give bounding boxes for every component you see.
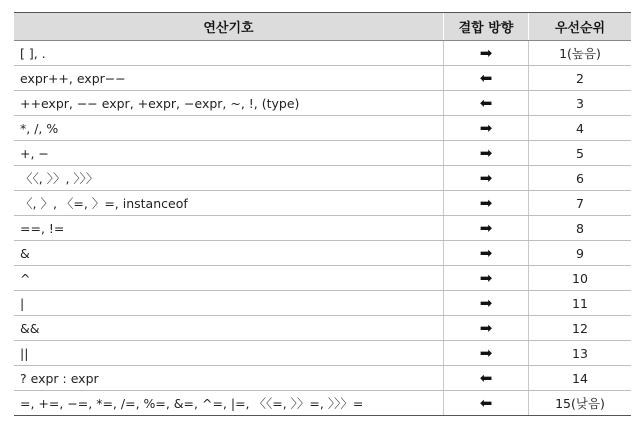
associativity-cell — [444, 116, 529, 141]
priority-cell: 3 — [529, 91, 632, 116]
table-row — [14, 116, 631, 141]
table-row — [14, 41, 631, 66]
associativity-cell — [444, 266, 529, 291]
operator-cell: ? expr : expr — [14, 366, 444, 391]
priority-cell: 12 — [529, 316, 632, 341]
associativity-cell — [444, 216, 529, 241]
table-row — [14, 91, 631, 116]
operator-cell: ++expr, −− expr, +expr, −expr, ~, !, (type) — [14, 91, 444, 116]
arrow-right-icon: ➡ — [479, 193, 493, 212]
operator-cell: *, /, % — [14, 116, 444, 141]
arrow-right-icon: ➡ — [479, 243, 493, 262]
operator-cell: 〈〈, 〉〉, 〉〉〉 — [14, 166, 444, 191]
arrow-left-icon: ⬅ — [479, 368, 493, 387]
operator-cell: & — [14, 241, 444, 266]
associativity-cell — [444, 141, 529, 166]
table-header — [14, 13, 631, 41]
header-priority: 우선순위 — [529, 13, 632, 41]
arrow-right-icon: ➡ — [479, 293, 493, 312]
arrow-left-icon: ⬅ — [479, 93, 493, 112]
associativity-cell — [444, 166, 529, 191]
table-row — [14, 216, 631, 241]
associativity-cell — [444, 366, 529, 391]
header-associativity: 결합 방향 — [444, 13, 529, 41]
table-row — [14, 266, 631, 291]
table-row — [14, 191, 631, 216]
priority-cell: 15(낮음) — [529, 391, 632, 416]
associativity-cell — [444, 66, 529, 91]
header-row — [14, 13, 631, 41]
arrow-right-icon: ➡ — [479, 218, 493, 237]
operator-cell: =, +=, −=, *=, /=, %=, &=, ^=, |=, 〈〈=, 〉〉=, 〉〉〉= — [14, 391, 444, 416]
operator-cell: +, − — [14, 141, 444, 166]
arrow-right-icon: ➡ — [479, 268, 493, 287]
priority-cell: 7 — [529, 191, 632, 216]
operator-cell: | — [14, 291, 444, 316]
associativity-cell — [444, 316, 529, 341]
priority-cell: 14 — [529, 366, 632, 391]
table-row — [14, 291, 631, 316]
operator-cell: 〈, 〉, 〈=, 〉=, instanceof — [14, 191, 444, 216]
table-row — [14, 366, 631, 391]
table-row — [14, 391, 631, 416]
table-row — [14, 141, 631, 166]
priority-cell: 5 — [529, 141, 632, 166]
table-row — [14, 341, 631, 366]
table-row — [14, 241, 631, 266]
arrow-right-icon: ➡ — [479, 343, 493, 362]
arrow-left-icon: ⬅ — [479, 393, 493, 412]
priority-cell: 9 — [529, 241, 632, 266]
table-row — [14, 66, 631, 91]
priority-cell: 13 — [529, 341, 632, 366]
associativity-cell — [444, 241, 529, 266]
operator-precedence-table-container — [14, 12, 629, 416]
arrow-left-icon: ⬅ — [479, 68, 493, 87]
associativity-cell — [444, 391, 529, 416]
priority-cell: 8 — [529, 216, 632, 241]
associativity-cell — [444, 41, 529, 66]
arrow-right-icon: ➡ — [479, 168, 493, 187]
header-operators: 연산기호 — [14, 13, 444, 41]
priority-cell: 10 — [529, 266, 632, 291]
priority-cell: 11 — [529, 291, 632, 316]
arrow-right-icon: ➡ — [479, 43, 493, 62]
operator-cell: expr++, expr−− — [14, 66, 444, 91]
priority-cell: 1(높음) — [529, 41, 632, 66]
operator-cell: || — [14, 341, 444, 366]
table-body — [14, 41, 631, 416]
table-row — [14, 316, 631, 341]
arrow-right-icon: ➡ — [479, 118, 493, 137]
priority-cell: 4 — [529, 116, 632, 141]
associativity-cell — [444, 291, 529, 316]
operator-cell: ==, != — [14, 216, 444, 241]
operator-cell: [ ], . — [14, 41, 444, 66]
arrow-right-icon: ➡ — [479, 318, 493, 337]
associativity-cell — [444, 341, 529, 366]
operator-precedence-table — [14, 12, 631, 416]
associativity-cell — [444, 191, 529, 216]
arrow-right-icon: ➡ — [479, 143, 493, 162]
operator-cell: && — [14, 316, 444, 341]
associativity-cell — [444, 91, 529, 116]
operator-cell: ^ — [14, 266, 444, 291]
priority-cell: 6 — [529, 166, 632, 191]
priority-cell: 2 — [529, 66, 632, 91]
table-row — [14, 166, 631, 191]
